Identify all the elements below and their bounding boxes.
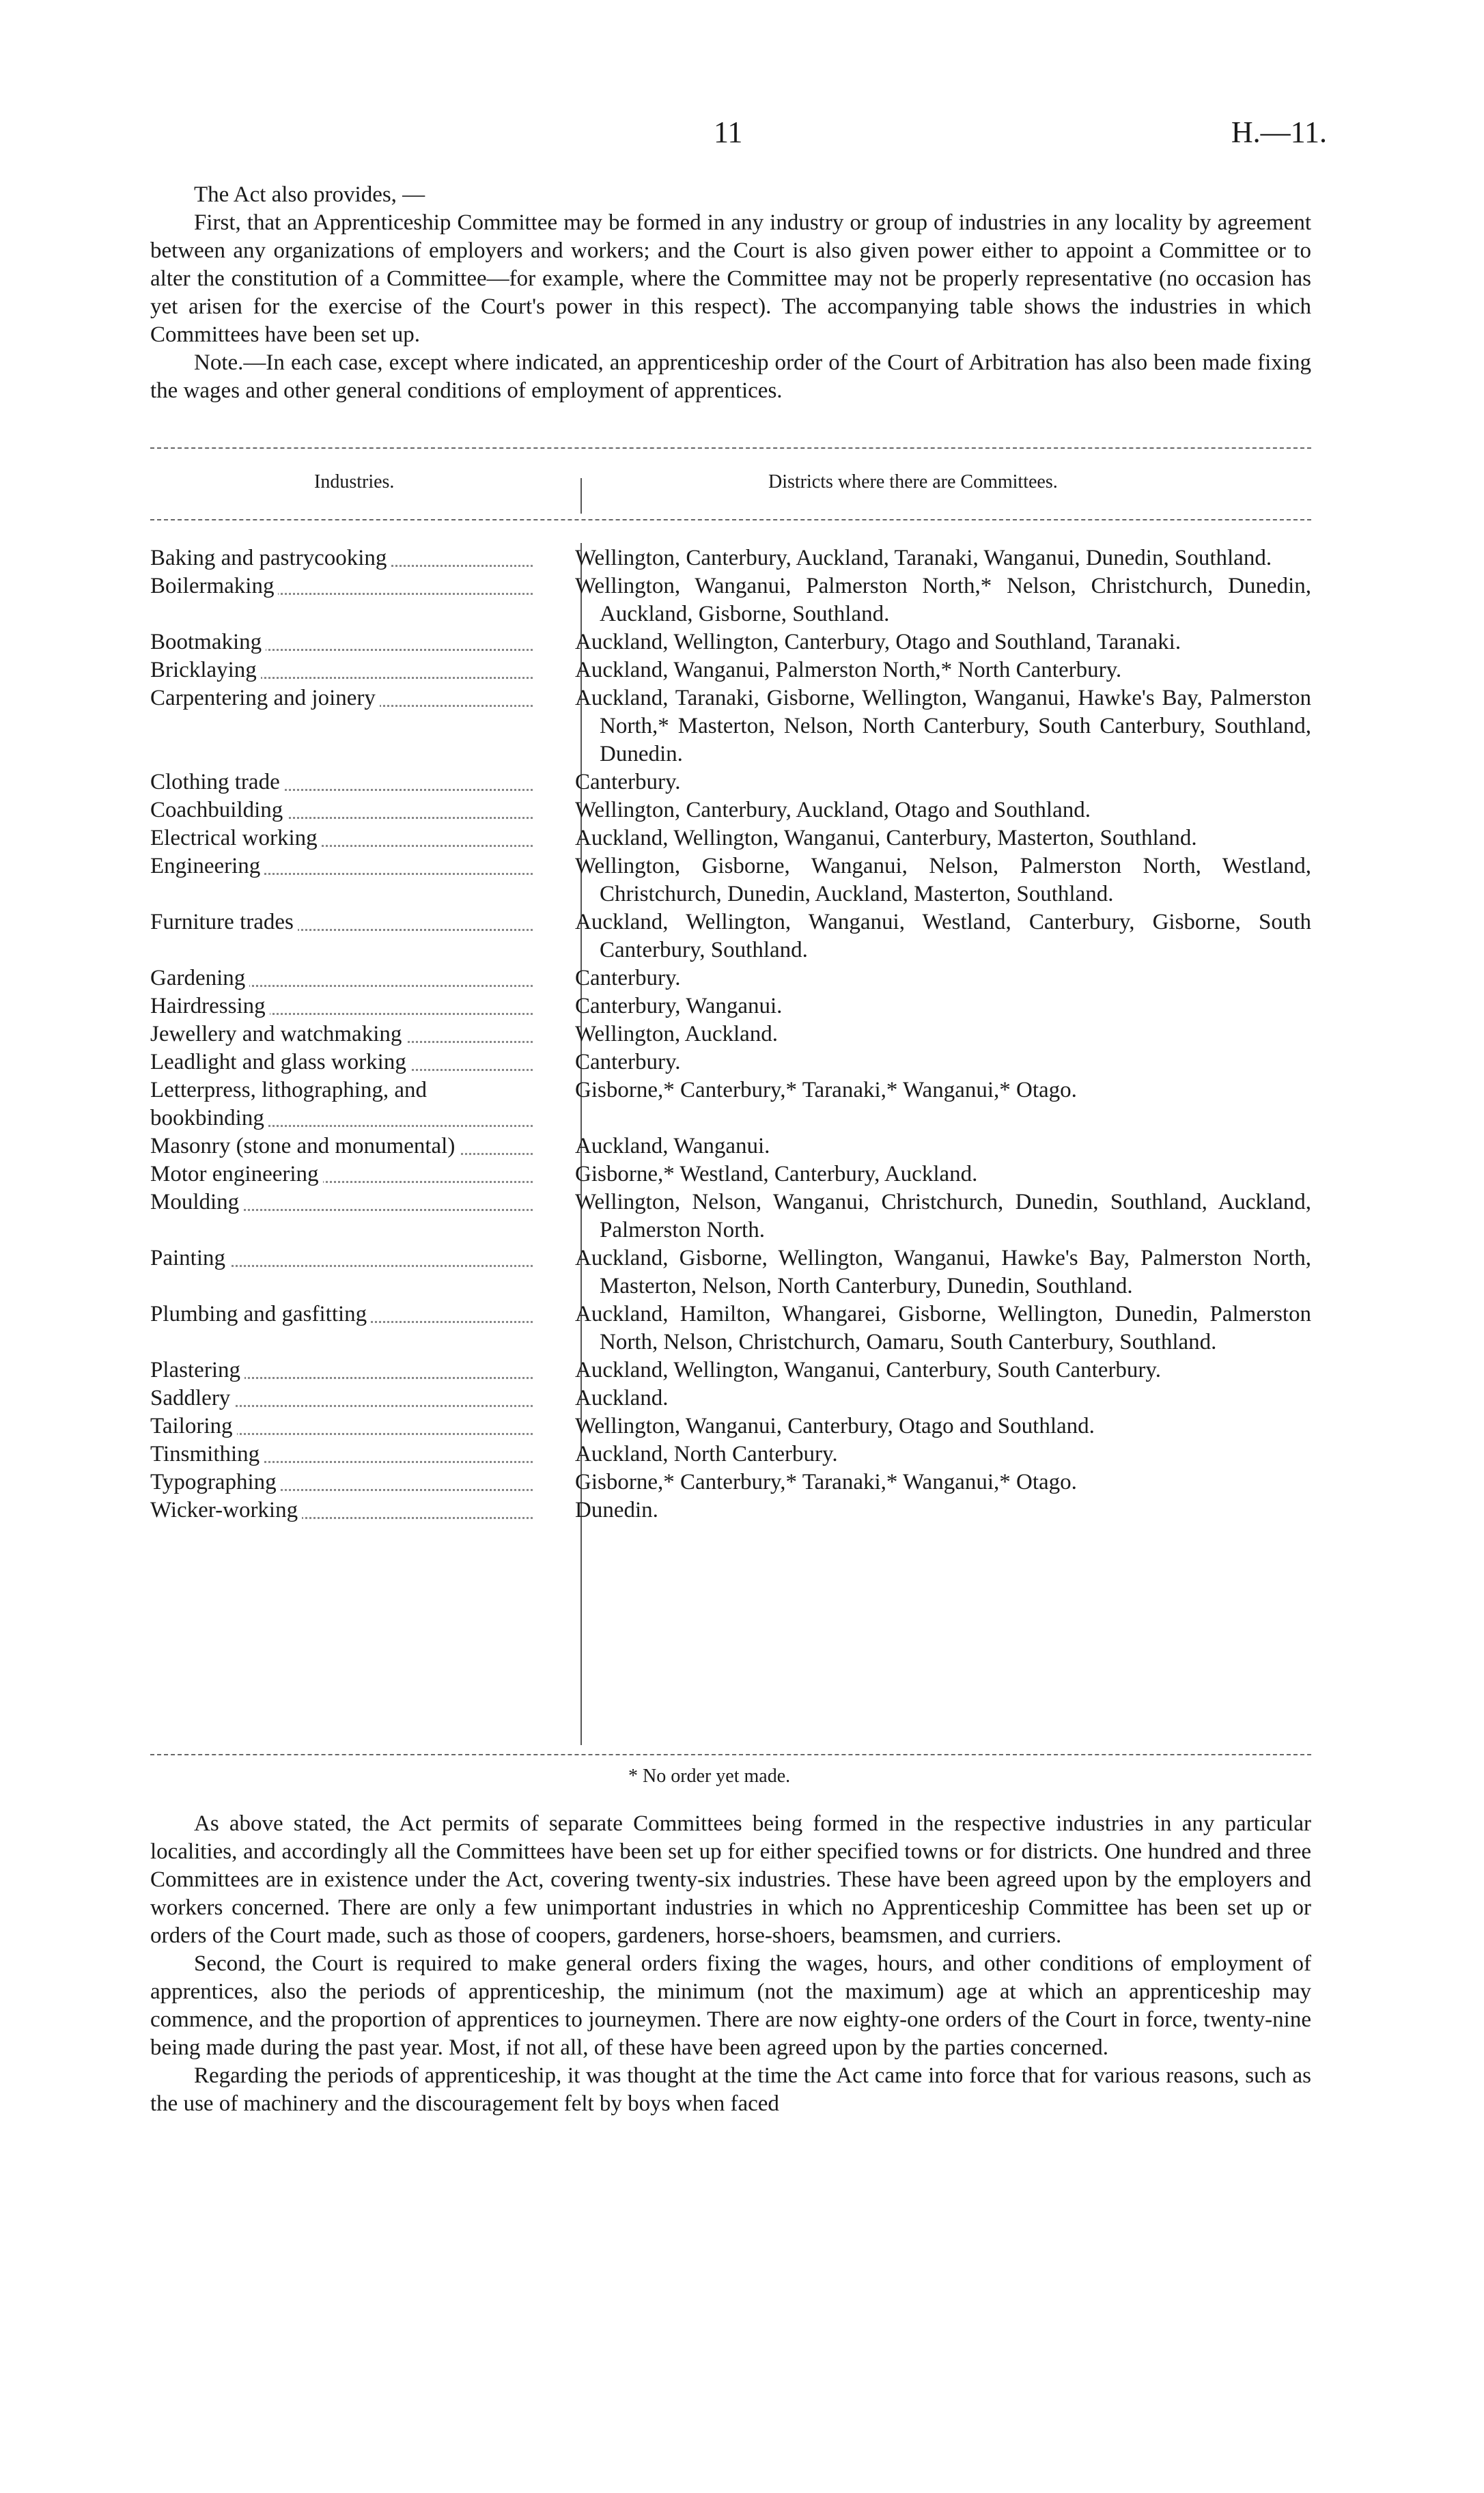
column-header-districts: Districts where there are Committees. <box>768 471 1058 492</box>
industry-cell <box>150 1188 546 1244</box>
districts-cell: Dunedin. <box>575 1498 658 1522</box>
districts-cell: Auckland. <box>575 1386 669 1410</box>
committee-table <box>150 544 1311 1524</box>
industry-name: Electrical working <box>150 826 322 850</box>
column-divider <box>580 478 582 514</box>
table-row <box>150 1440 1311 1468</box>
districts-cell: Wellington, Nelson, Wanganui, Christchurch, Dunedin, Southland, Auckland, Palmerston North. <box>575 1190 1311 1242</box>
industry-cell <box>150 1132 546 1160</box>
industry-name: Furniture trades <box>150 910 298 934</box>
districts-cell: Gisborne,* Canterbury,* Taranaki,* Wanganui,* Otago. <box>575 1470 1077 1494</box>
industry-cell <box>150 1496 546 1524</box>
industry-cell <box>150 1440 546 1468</box>
districts-cell: Canterbury. <box>575 966 681 990</box>
table-row <box>150 768 1311 796</box>
districts-cell: Wellington, Gisborne, Wanganui, Nelson, Palmerston North, Westland, Christchurch, Dunedin, Auckland, Masterton, Southland. <box>575 854 1311 906</box>
page-number: 11 <box>714 115 743 149</box>
districts-cell: Canterbury. <box>575 1050 681 1074</box>
districts-cell: Canterbury, Wanganui. <box>575 994 783 1018</box>
industry-name: Boilermaking <box>150 574 278 598</box>
districts-cell: Wellington, Wanganui, Canterbury, Otago and Southland. <box>575 1414 1095 1438</box>
table-row <box>150 1132 1311 1160</box>
table-row <box>150 1412 1311 1440</box>
table-row <box>150 1468 1311 1496</box>
table-row <box>150 1244 1311 1300</box>
industry-name: Letterpress, lithographing, and bookbinding <box>150 1078 428 1130</box>
industry-name: Hairdressing <box>150 994 270 1018</box>
table-bottom-rule <box>150 1754 1311 1755</box>
districts-cell: Wellington, Wanganui, Palmerston North,* Nelson, Christchurch, Dunedin, Auckland, Gisborne, Southland. <box>575 574 1311 626</box>
industry-cell <box>150 1412 546 1440</box>
industry-cell <box>150 572 546 628</box>
industry-name: Gardening <box>150 966 249 990</box>
table-row <box>150 628 1311 656</box>
industry-name: Motor engineering <box>150 1162 323 1186</box>
industry-name: Tinsmithing <box>150 1442 264 1466</box>
table-row <box>150 1496 1311 1524</box>
industry-name: Plastering <box>150 1358 244 1382</box>
table-row <box>150 852 1311 908</box>
districts-cell: Wellington, Canterbury, Auckland, Taranaki, Wanganui, Dunedin, Southland. <box>575 546 1272 570</box>
table-row <box>150 656 1311 684</box>
table-row <box>150 908 1311 964</box>
industry-name: Coachbuilding <box>150 798 287 822</box>
industry-cell <box>150 1244 546 1300</box>
industry-name: Engineering <box>150 854 264 878</box>
industry-cell <box>150 1048 546 1076</box>
industry-cell <box>150 684 546 768</box>
industry-name: Clothing trade <box>150 770 284 794</box>
intro-paragraph: First, that an Apprenticeship Committee may be formed in any industry or group of industries in any locality by agreement between any organizations of employers and workers; and the Court is also given power either to appoint a Committee or to alter the constitution of a Committee—for example, where the Committee may not be properly representative (no occasion has yet arisen for the exercise of the Court's power in this respect). The accompanying table shows the industries in which Committees have been set up. <box>150 210 1311 347</box>
table-row <box>150 1356 1311 1384</box>
body-paragraph: As above stated, the Act permits of separate Committees being formed in the respective industries in any particular localities, and accordingly all the Committees have been set up for either specified towns or for districts. One hundred and three Committees are in existence under the Act, covering twenty-six industries. These have been agreed upon by the employers and workers concerned. There are only a few unimportant industries in which no Apprenticeship Committee has been set up or orders of the Court made, such as those of coopers, gardeners, horse-shoers, beamsmen, and curriers. <box>150 1811 1311 1948</box>
industry-cell <box>150 1076 546 1132</box>
districts-cell: Canterbury. <box>575 770 681 794</box>
industry-cell <box>150 992 546 1020</box>
table-row <box>150 684 1311 768</box>
districts-cell: Gisborne,* Canterbury,* Taranaki,* Wanganui,* Otago. <box>575 1078 1077 1102</box>
districts-cell: Wellington, Auckland. <box>575 1022 779 1046</box>
industry-name: Typographing <box>150 1470 281 1494</box>
table-row <box>150 1048 1311 1076</box>
districts-cell: Auckland, Taranaki, Gisborne, Wellington, Wanganui, Hawke's Bay, Palmerston North,* Masterton, Nelson, North Canterbury, South Canterbury, Southland, Dunedin. <box>575 686 1311 766</box>
districts-cell: Gisborne,* Westland, Canterbury, Auckland. <box>575 1162 978 1186</box>
districts-cell: Auckland, Gisborne, Wellington, Wanganui, Hawke's Bay, Palmerston North, Masterton, Nelson, North Canterbury, Dunedin, Southland. <box>575 1246 1311 1298</box>
industry-cell <box>150 964 546 992</box>
body-paragraph: Second, the Court is required to make general orders fixing the wages, hours, and other conditions of employment of apprentices, also the periods of apprenticeship, the minimum (not the maximum) age at which an apprenticeship may commence, and the proportion of apprentices to journeymen. There are now eighty-one orders of the Court in force, twenty-nine being made during the past year. Most, if not all, of these have been agreed upon by the parties concerned. <box>150 1951 1311 2060</box>
industry-cell <box>150 908 546 964</box>
districts-cell: Auckland, Wellington, Wanganui, Canterbury, Masterton, Southland. <box>575 826 1197 850</box>
districts-cell: Auckland, Wellington, Canterbury, Otago and Southland, Taranaki. <box>575 630 1181 654</box>
industry-name: Tailoring <box>150 1414 237 1438</box>
districts-cell: Auckland, Wanganui, Palmerston North,* North Canterbury. <box>575 658 1122 682</box>
table-row <box>150 1300 1311 1356</box>
industry-name: Leadlight and glass working <box>150 1050 410 1074</box>
table-row <box>150 824 1311 852</box>
table-row <box>150 1160 1311 1188</box>
column-header-industries: Industries. <box>314 471 395 492</box>
table-row <box>150 796 1311 824</box>
districts-cell: Auckland, Wellington, Wanganui, Westland, Canterbury, Gisborne, South Canterbury, Southland. <box>575 910 1311 962</box>
industry-name: Jewellery and watchmaking <box>150 1022 406 1046</box>
industry-cell <box>150 1468 546 1496</box>
districts-cell: Auckland, Wellington, Wanganui, Canterbury, South Canterbury. <box>575 1358 1162 1382</box>
industry-cell <box>150 824 546 852</box>
table-row <box>150 572 1311 628</box>
industry-cell <box>150 852 546 908</box>
table-top-rule <box>150 447 1311 449</box>
industry-cell <box>150 796 546 824</box>
industry-cell <box>150 1384 546 1412</box>
table-row <box>150 1384 1311 1412</box>
industry-cell <box>150 1160 546 1188</box>
table-row <box>150 964 1311 992</box>
industry-cell <box>150 1020 546 1048</box>
industry-name: Carpentering and joinery <box>150 686 380 710</box>
districts-cell: Wellington, Canterbury, Auckland, Otago and Southland. <box>575 798 1091 822</box>
industry-cell <box>150 768 546 796</box>
industry-name: Plumbing and gasfitting <box>150 1302 371 1326</box>
districts-cell: Auckland, Hamilton, Whangarei, Gisborne, Wellington, Dunedin, Palmerston North, Nelson, Christchurch, Oamaru, South Canterbury, Southland. <box>575 1302 1311 1354</box>
table-row <box>150 544 1311 572</box>
table-header-rule <box>150 519 1311 520</box>
industry-name: Wicker-working <box>150 1498 302 1522</box>
table-row <box>150 1076 1311 1132</box>
industry-cell <box>150 1356 546 1384</box>
industry-name: Masonry (stone and monumental) <box>150 1134 459 1158</box>
table-row <box>150 1188 1311 1244</box>
industry-cell <box>150 544 546 572</box>
industry-name: Bootmaking <box>150 630 266 654</box>
districts-cell: Auckland, North Canterbury. <box>575 1442 838 1466</box>
closing-section <box>150 1810 1311 2118</box>
industry-cell <box>150 656 546 684</box>
body-paragraph: Regarding the periods of apprenticeship, it was thought at the time the Act came into force that for various reasons, such as the use of machinery and the discouragement felt by boys when faced <box>150 2063 1311 2116</box>
table-footnote: * No order yet made. <box>628 1766 791 1787</box>
industry-name: Moulding <box>150 1190 243 1214</box>
table-row <box>150 1020 1311 1048</box>
industry-name: Bricklaying <box>150 658 261 682</box>
intro-paragraph: The Act also provides, — <box>194 182 425 207</box>
document-reference: H.—11. <box>1231 115 1327 149</box>
intro-section <box>150 181 1311 405</box>
districts-cell: Auckland, Wanganui. <box>575 1134 770 1158</box>
industry-cell <box>150 1300 546 1356</box>
industry-name: Baking and pastrycooking <box>150 546 391 570</box>
industry-name: Painting <box>150 1246 229 1270</box>
table-row <box>150 992 1311 1020</box>
industry-name: Saddlery <box>150 1386 234 1410</box>
note-paragraph: Note.—In each case, except where indicated, an apprenticeship order of the Court of Arbitration has also been made fixing the wages and other general conditions of employment of apprentices. <box>150 350 1311 403</box>
industry-cell <box>150 628 546 656</box>
